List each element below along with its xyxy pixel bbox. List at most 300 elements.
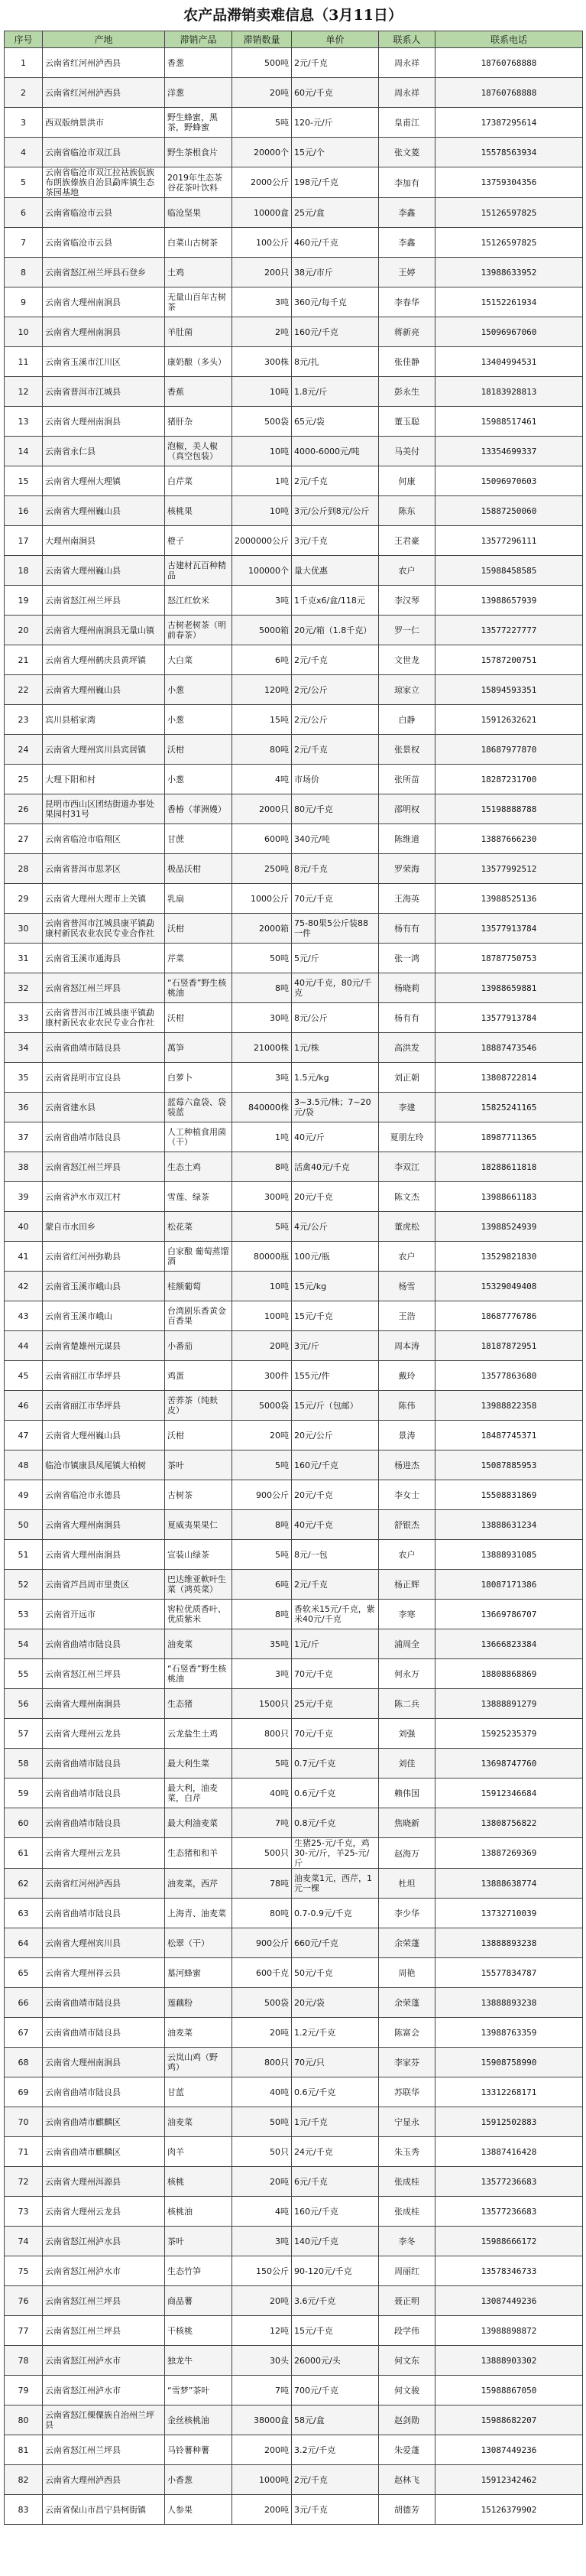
contact-cell: 周永祥 [379, 48, 435, 78]
table-row [5, 2256, 583, 2286]
row-number: 49 [5, 1480, 43, 1510]
quantity-cell: 20吨 [232, 2286, 292, 2316]
quantity-cell: 80000瓶 [232, 1242, 292, 1272]
table-row [5, 1988, 583, 2018]
origin-cell: 云南省大理州云龙县 [43, 2197, 165, 2227]
table-row [5, 466, 583, 496]
origin-cell: 蒙自市水田乡 [43, 1212, 165, 1242]
origin-cell: 云南省大理州巍山县 [43, 496, 165, 526]
row-number: 56 [5, 1689, 43, 1719]
contact-cell: 赵剑勋 [379, 2405, 435, 2435]
table-row [5, 2286, 583, 2316]
quantity-cell: 300株 [232, 347, 292, 377]
table-row [5, 854, 583, 884]
row-number: 36 [5, 1093, 43, 1122]
product-cell: 金丝核桃油 [165, 2405, 232, 2435]
price-cell: 3元/千克 [292, 526, 379, 556]
phone-cell: 13312268171 [435, 2077, 583, 2107]
table-row [5, 556, 583, 586]
price-cell: 15元/kg [292, 1272, 379, 1301]
row-number: 17 [5, 526, 43, 556]
contact-cell: 张成桂 [379, 2167, 435, 2197]
price-cell: 活禽40元/千克 [292, 1152, 379, 1182]
quantity-cell: 100吨 [232, 1301, 292, 1331]
price-cell: 6元/千克 [292, 2167, 379, 2197]
row-number: 9 [5, 287, 43, 317]
product-cell: 萬笋 [165, 1033, 232, 1063]
phone-cell: 18183928813 [435, 377, 583, 407]
contact-cell: 段学伟 [379, 2316, 435, 2346]
phone-cell: 13669786707 [435, 1600, 583, 1629]
price-cell: 8元/公斤 [292, 1003, 379, 1033]
row-number: 19 [5, 586, 43, 616]
product-cell: 肉羊 [165, 2137, 232, 2167]
origin-cell: 云南省曲靖市陆良县 [43, 1808, 165, 1838]
product-cell: 核桃 [165, 2167, 232, 2197]
product-cell: 芹菜 [165, 944, 232, 973]
phone-cell: 15887250060 [435, 496, 583, 526]
quantity-cell: 2000箱 [232, 914, 292, 944]
price-cell: 4000-6000元/吨 [292, 437, 379, 466]
contact-cell: 李双江 [379, 1152, 435, 1182]
row-number: 18 [5, 556, 43, 586]
quantity-cell: 50吨 [232, 944, 292, 973]
origin-cell: 云南省泸水市双江村 [43, 1182, 165, 1212]
origin-cell: 云南省大理州云龙县 [43, 1838, 165, 1869]
contact-cell: 文世龙 [379, 645, 435, 675]
contact-cell: 何永万 [379, 1659, 435, 1689]
quantity-cell: 5吨 [232, 108, 292, 138]
origin-cell: 云南省曲靖市陆良县 [43, 1122, 165, 1152]
contact-cell: 王浩 [379, 1301, 435, 1331]
product-cell: 台湾剧乐香黄金百香果 [165, 1301, 232, 1331]
origin-cell: 云南省玉溪市峨山县 [43, 1272, 165, 1301]
table-row [5, 1361, 583, 1391]
table-row [5, 78, 583, 108]
price-cell: 2元/公斤 [292, 705, 379, 735]
table-row [5, 48, 583, 78]
product-cell: 蓝莓六盒袋、袋装蓝 [165, 1093, 232, 1122]
contact-cell: 浦周全 [379, 1629, 435, 1659]
origin-cell: 云南省曲靖市陆良县 [43, 1629, 165, 1659]
quantity-cell: 20吨 [232, 2018, 292, 2048]
row-number: 4 [5, 138, 43, 167]
contact-cell: 刘强 [379, 1719, 435, 1749]
table-body [5, 48, 583, 2525]
quantity-cell: 50只 [232, 2137, 292, 2167]
table-row [5, 2107, 583, 2137]
product-cell: 苦荞茶（纯麸皮） [165, 1391, 232, 1421]
contact-cell: 农户 [379, 1540, 435, 1570]
table-row [5, 1063, 583, 1093]
product-cell: 小番茄 [165, 1331, 232, 1361]
product-cell: 墓河蜂蜜 [165, 1958, 232, 1988]
phone-cell: 13808756822 [435, 1808, 583, 1838]
contact-cell: 何康 [379, 466, 435, 496]
table-row [5, 1480, 583, 1510]
quantity-cell: 8吨 [232, 1152, 292, 1182]
quantity-cell: 500袋 [232, 407, 292, 437]
table-row [5, 2376, 583, 2405]
row-number: 80 [5, 2405, 43, 2435]
product-cell: 小葱 [165, 765, 232, 794]
origin-cell: 云南省保山市昌宁县柯街镇 [43, 2495, 165, 2525]
phone-cell: 15825241165 [435, 1093, 583, 1122]
phone-cell: 18287231700 [435, 765, 583, 794]
contact-cell: 李少华 [379, 1899, 435, 1928]
row-number: 33 [5, 1003, 43, 1033]
row-number: 29 [5, 884, 43, 914]
table-row [5, 496, 583, 526]
origin-cell: 云南省曲靖市陆良县 [43, 1899, 165, 1928]
origin-cell: 云南省大理州泸西县 [43, 2465, 165, 2495]
contact-cell: 焦晓新 [379, 1808, 435, 1838]
listing-table [4, 31, 583, 2525]
quantity-cell: 5吨 [232, 1749, 292, 1779]
row-number: 20 [5, 616, 43, 645]
quantity-cell: 8吨 [232, 1600, 292, 1629]
price-cell: 80元/千克 [292, 794, 379, 824]
quantity-cell: 1000公斤 [232, 884, 292, 914]
quantity-cell: 35吨 [232, 1629, 292, 1659]
price-cell: 15元/千克 [292, 2316, 379, 2346]
row-number: 51 [5, 1540, 43, 1570]
contact-cell: 余荣蓬 [379, 1928, 435, 1958]
origin-cell: 云南省大理州祥云县 [43, 1958, 165, 1988]
product-cell: 白芹菜 [165, 466, 232, 496]
table-row [5, 1212, 583, 1242]
phone-cell: 18087171386 [435, 1570, 583, 1600]
phone-cell: 15577834787 [435, 1958, 583, 1988]
table-row [5, 2137, 583, 2167]
row-number: 40 [5, 1212, 43, 1242]
origin-cell: 云南省临沧市永德县 [43, 1480, 165, 1510]
table-row [5, 258, 583, 287]
origin-cell: 云南省怒江州兰坪县 [43, 2286, 165, 2316]
table-row [5, 2495, 583, 2525]
quantity-cell: 2000000公斤 [232, 526, 292, 556]
phone-cell: 15912632621 [435, 705, 583, 735]
product-cell: 油麦菜，西芹 [165, 1869, 232, 1899]
origin-cell: 云南省大理州宾川县 [43, 1928, 165, 1958]
contact-cell: 陈文杰 [379, 1182, 435, 1212]
price-cell: 198元/千克 [292, 167, 379, 198]
origin-cell: 云南省大理州南涧县 [43, 1510, 165, 1540]
price-cell: 市场价 [292, 765, 379, 794]
contact-cell: 朱爱蓬 [379, 2435, 435, 2465]
row-number: 7 [5, 228, 43, 258]
table-row [5, 1570, 583, 1600]
product-cell: 白萝卜 [165, 1063, 232, 1093]
origin-cell: 昆明市西山区团结街道办事处果园村31号 [43, 794, 165, 824]
phone-cell: 15988682207 [435, 2405, 583, 2435]
origin-cell: 云南省红河州泸西县 [43, 1869, 165, 1899]
origin-cell: 云南省大理州巍山县 [43, 556, 165, 586]
row-number: 25 [5, 765, 43, 794]
contact-cell: 周本涛 [379, 1331, 435, 1361]
row-number: 54 [5, 1629, 43, 1659]
row-number: 61 [5, 1838, 43, 1869]
row-number: 78 [5, 2346, 43, 2376]
quantity-cell: 30头 [232, 2346, 292, 2376]
product-cell: 野生茶根食片 [165, 138, 232, 167]
contact-cell: 高洪发 [379, 1033, 435, 1063]
product-cell: 核桃油 [165, 2197, 232, 2227]
phone-cell: 13354699337 [435, 437, 583, 466]
quantity-cell: 120吨 [232, 675, 292, 705]
quantity-cell: 200吨 [232, 2495, 292, 2525]
phone-cell: 15908758990 [435, 2048, 583, 2077]
product-cell: “雪梦”茶叶 [165, 2376, 232, 2405]
contact-cell: 赖伟国 [379, 1779, 435, 1808]
table-row [5, 1659, 583, 1689]
table-row [5, 824, 583, 854]
phone-cell: 13988659881 [435, 973, 583, 1003]
table-row [5, 2018, 583, 2048]
phone-cell: 18760768888 [435, 78, 583, 108]
table-row [5, 1600, 583, 1629]
row-number: 82 [5, 2465, 43, 2495]
table-row [5, 616, 583, 645]
row-number: 44 [5, 1331, 43, 1361]
quantity-cell: 2吨 [232, 317, 292, 347]
price-cell: 360元/每千克 [292, 287, 379, 317]
table-row [5, 705, 583, 735]
phone-cell: 15787200751 [435, 645, 583, 675]
product-cell: 怒江红软米 [165, 586, 232, 616]
contact-cell: 李鑫 [379, 198, 435, 228]
price-cell: 生猪25-元/千克，鸡30-元/斤，羊25-元/斤 [292, 1838, 379, 1869]
product-cell: 上海青、油麦菜 [165, 1899, 232, 1928]
header-phone: 联系电话 [435, 31, 583, 48]
price-cell: 1元/斤 [292, 1629, 379, 1659]
price-cell: 24元/千克 [292, 2137, 379, 2167]
table-row [5, 1540, 583, 1570]
table-row [5, 526, 583, 556]
quantity-cell: 8吨 [232, 973, 292, 1003]
product-cell: 独龙牛 [165, 2346, 232, 2376]
row-number: 6 [5, 198, 43, 228]
phone-cell: 13888893238 [435, 1928, 583, 1958]
origin-cell: 云南省红河州弥勒县 [43, 1242, 165, 1272]
row-number: 12 [5, 377, 43, 407]
phone-cell: 15126597825 [435, 228, 583, 258]
origin-cell: 云南省永仁县 [43, 437, 165, 466]
product-cell: 白家酿 葡萄蒸馏酒 [165, 1242, 232, 1272]
header-no: 序号 [5, 31, 43, 48]
price-cell: 0.6元/千克 [292, 1779, 379, 1808]
price-cell: 8元/扎 [292, 347, 379, 377]
contact-cell: 何文东 [379, 2346, 435, 2376]
origin-cell: 云南省大理州巍山县 [43, 1421, 165, 1450]
product-cell: 桂额葡萄 [165, 1272, 232, 1301]
row-number: 30 [5, 914, 43, 944]
row-number: 38 [5, 1152, 43, 1182]
contact-cell: 马美付 [379, 437, 435, 466]
price-cell: 量大优惠 [292, 556, 379, 586]
page-title: 农产品滞销卖难信息（3月11日） [183, 7, 403, 24]
origin-cell: 云南省大理州鹤庆县黄坪镇 [43, 645, 165, 675]
contact-cell: 蒋新亮 [379, 317, 435, 347]
phone-cell: 13988763359 [435, 2018, 583, 2048]
quantity-cell: 500袋 [232, 1988, 292, 2018]
row-number: 41 [5, 1242, 43, 1272]
row-number: 14 [5, 437, 43, 466]
origin-cell: 云南省怒江州兰坪县 [43, 1152, 165, 1182]
origin-cell: 云南省怒江州兰坪县 [43, 973, 165, 1003]
row-number: 3 [5, 108, 43, 138]
product-cell: 松翠（干） [165, 1928, 232, 1958]
price-cell: 25元/盒 [292, 198, 379, 228]
row-number: 45 [5, 1361, 43, 1391]
price-cell: 8元/一包 [292, 1540, 379, 1570]
table-row [5, 407, 583, 437]
row-number: 73 [5, 2197, 43, 2227]
price-cell: 75-80果5公斤装88一件 [292, 914, 379, 944]
origin-cell: 云南省曲靖市陆良县 [43, 1033, 165, 1063]
price-cell: 26000元/头 [292, 2346, 379, 2376]
origin-cell: 云南省大理州南涧县 [43, 287, 165, 317]
row-number: 79 [5, 2376, 43, 2405]
phone-cell: 13888631234 [435, 1510, 583, 1540]
product-cell: 生态猪 [165, 1689, 232, 1719]
quantity-cell: 6吨 [232, 1570, 292, 1600]
origin-cell: 云南省大理州南涧县 [43, 1540, 165, 1570]
phone-cell: 13666823384 [435, 1629, 583, 1659]
origin-cell: 云南省建水县 [43, 1093, 165, 1122]
origin-cell: 宾川县稻家湾 [43, 705, 165, 735]
origin-cell: 云南省昆明市宜良县 [43, 1063, 165, 1093]
phone-cell: 18687977870 [435, 735, 583, 765]
origin-cell: 大理州南涧县 [43, 526, 165, 556]
quantity-cell: 3吨 [232, 586, 292, 616]
contact-cell: 杨进杰 [379, 1450, 435, 1480]
origin-cell: 云南省大理州宾川县宾居镇 [43, 735, 165, 765]
product-cell: 古建材瓦百种精品 [165, 556, 232, 586]
table-row [5, 645, 583, 675]
origin-cell: 云南省临沧市临翔区 [43, 824, 165, 854]
table-row [5, 1093, 583, 1122]
price-cell: 60元/千克 [292, 78, 379, 108]
row-number: 63 [5, 1899, 43, 1928]
phone-cell: 18887473546 [435, 1033, 583, 1063]
origin-cell: 云南省怒江州泸水市 [43, 2256, 165, 2286]
table-row [5, 586, 583, 616]
contact-cell: 邵明权 [379, 794, 435, 824]
table-row [5, 1510, 583, 1540]
row-number: 68 [5, 2048, 43, 2077]
price-cell: 70元/千克 [292, 1659, 379, 1689]
product-cell: 小香葱 [165, 2465, 232, 2495]
contact-cell: 杨有有 [379, 914, 435, 944]
contact-cell: 杨正辉 [379, 1570, 435, 1600]
price-cell: 120-元/斤 [292, 108, 379, 138]
product-cell: 2019年生态茶谷花茶叶饮料 [165, 167, 232, 198]
price-cell: 1元/千克 [292, 2107, 379, 2137]
product-cell: 雪莲、绿茶 [165, 1182, 232, 1212]
product-cell: 羊肚菌 [165, 317, 232, 347]
row-number: 21 [5, 645, 43, 675]
header-contact: 联系人 [379, 31, 435, 48]
table-row [5, 1003, 583, 1033]
contact-cell: 刘正朝 [379, 1063, 435, 1093]
quantity-cell: 1吨 [232, 1122, 292, 1152]
table-row [5, 2197, 583, 2227]
product-cell: 最大利，油麦菜，白芹 [165, 1779, 232, 1808]
row-number: 50 [5, 1510, 43, 1540]
phone-cell: 15087885953 [435, 1450, 583, 1480]
row-number: 48 [5, 1450, 43, 1480]
quantity-cell: 20吨 [232, 1421, 292, 1450]
quantity-cell: 4吨 [232, 2197, 292, 2227]
table-row [5, 794, 583, 824]
price-cell: 65元/袋 [292, 407, 379, 437]
price-cell: 3元/公斤到8元/公斤 [292, 496, 379, 526]
product-cell: “石竖香”野生核桃油 [165, 1659, 232, 1689]
product-cell: 干核桃 [165, 2316, 232, 2346]
price-cell: 340元/吨 [292, 824, 379, 854]
origin-cell: 云南省大理州洱源县 [43, 2167, 165, 2197]
contact-cell: 王婷 [379, 258, 435, 287]
table-row [5, 108, 583, 138]
row-number: 31 [5, 944, 43, 973]
product-cell: 松花菜 [165, 1212, 232, 1242]
phone-cell: 13988822358 [435, 1391, 583, 1421]
table-row [5, 1899, 583, 1928]
table-row [5, 2077, 583, 2107]
phone-cell: 13577236683 [435, 2197, 583, 2227]
table-row [5, 1391, 583, 1421]
origin-cell: 云南省怒江州泸水市 [43, 2346, 165, 2376]
price-cell: 15元/个 [292, 138, 379, 167]
product-cell: 油麦菜 [165, 2107, 232, 2137]
origin-cell: 云南省怒江州泸水县 [43, 2227, 165, 2256]
price-cell: 1.8元/斤 [292, 377, 379, 407]
product-cell: 云龙盐生土鸡 [165, 1719, 232, 1749]
row-number: 57 [5, 1719, 43, 1749]
table-row [5, 1838, 583, 1869]
origin-cell: 云南省怒江州兰坪县 [43, 2316, 165, 2346]
row-number: 52 [5, 1570, 43, 1600]
phone-cell: 13577863680 [435, 1361, 583, 1391]
quantity-cell: 5吨 [232, 1540, 292, 1570]
phone-cell: 13732710039 [435, 1899, 583, 1928]
contact-cell: 陈伟 [379, 1391, 435, 1421]
phone-cell: 15925235379 [435, 1719, 583, 1749]
contact-cell: 刘佳 [379, 1749, 435, 1779]
product-cell: 乳扇 [165, 884, 232, 914]
price-cell: 1元/株 [292, 1033, 379, 1063]
product-cell: 沃柑 [165, 1421, 232, 1450]
price-cell: 5元/斤 [292, 944, 379, 973]
quantity-cell: 800只 [232, 1719, 292, 1749]
quantity-cell: 1000吨 [232, 2465, 292, 2495]
product-cell: 甘蓝 [165, 2077, 232, 2107]
table-row [5, 1808, 583, 1838]
row-number: 53 [5, 1600, 43, 1629]
contact-cell: 李女士 [379, 1480, 435, 1510]
quantity-cell: 20000个 [232, 138, 292, 167]
row-number: 26 [5, 794, 43, 824]
contact-cell: 董虎松 [379, 1212, 435, 1242]
table-row [5, 2316, 583, 2346]
contact-cell: 李建 [379, 1093, 435, 1122]
table-row [5, 765, 583, 794]
table-row [5, 198, 583, 228]
row-number: 71 [5, 2137, 43, 2167]
price-cell: 100元/瓶 [292, 1242, 379, 1272]
table-row [5, 2435, 583, 2465]
